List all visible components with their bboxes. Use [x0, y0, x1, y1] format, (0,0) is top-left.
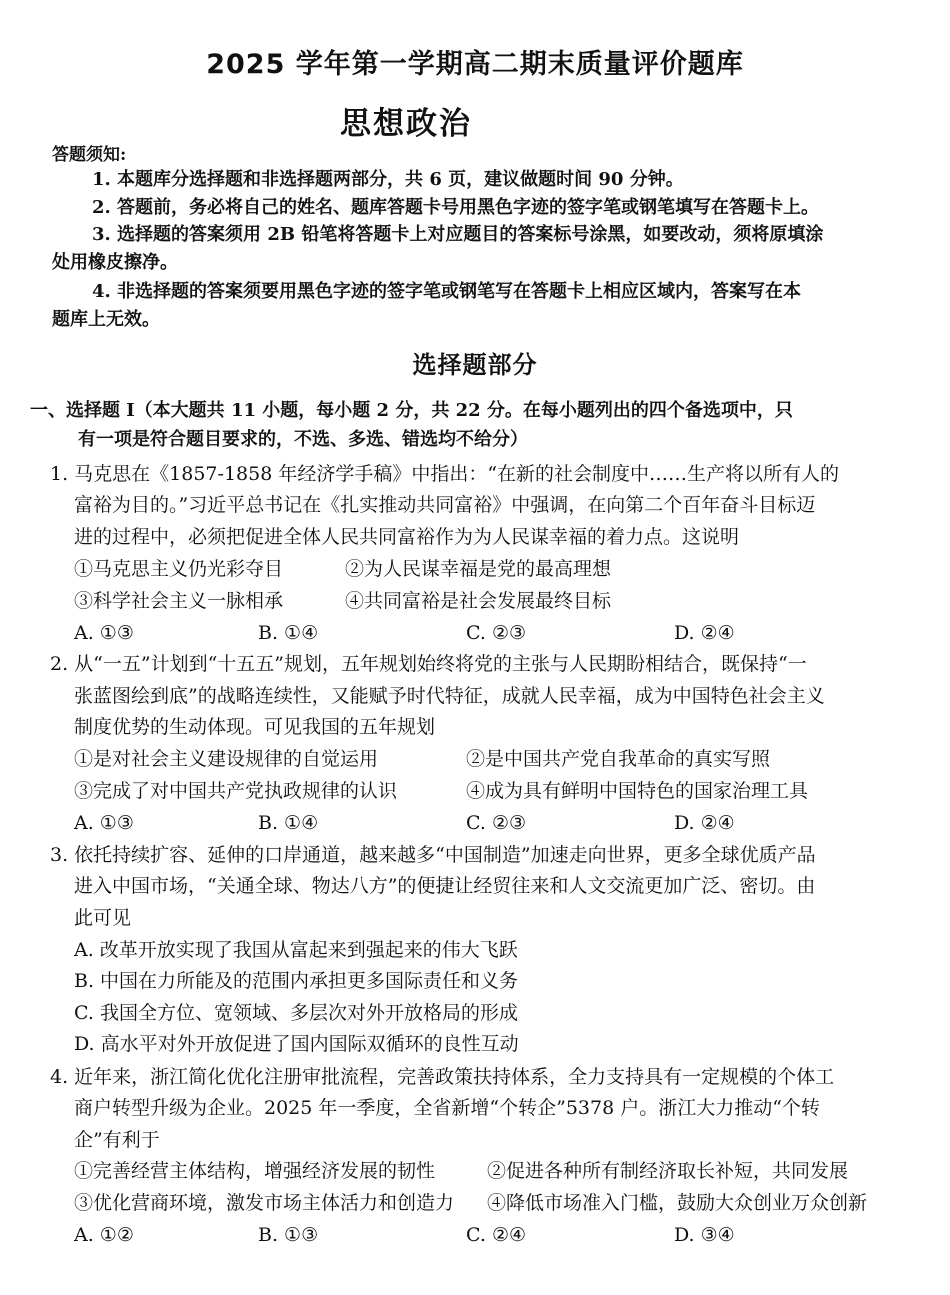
q1-line-1: 1. 马克思在《1857-1858 年经济学手稿》中指出：“在新的社会制度中……生产将以所有人的 — [50, 463, 840, 485]
q4-statement-4: ④降低市场准入门槛，鼓励大众创业万众创新 — [487, 1192, 868, 1214]
q4-option-a: A. ①② — [74, 1224, 134, 1246]
q1-line-3: 进的过程中，必须把促进全体人民共同富裕作为为人民谋幸福的着力点。这说明 — [74, 526, 740, 548]
q1-statement-2: ②为人民谋幸福是党的最高理想 — [345, 558, 612, 580]
q4-option-b: B. ①③ — [258, 1224, 319, 1246]
notice-line-3: 3. 选择题的答案须用 2B 铅笔将答题卡上对应题目的答案标号涂黑，如要改动，须将原填涂 — [92, 224, 824, 245]
q3-line-1: 3. 依托持续扩容、延伸的口岸通道，越来越多“中国制造”加速走向世界，更多全球优质产品 — [50, 844, 816, 866]
exam-title: 2025 学年第一学期高二期末质量评价题库 — [206, 49, 744, 80]
q1-statement-4: ④共同富裕是社会发展最终目标 — [345, 590, 612, 612]
q3-option-b: B. 中国在力所能及的范围内承担更多国际责任和义务 — [74, 970, 519, 992]
q4-line-3: 企”有利于 — [74, 1129, 160, 1151]
part-instruction-1: 一、选择题 Ⅰ（本大题共 11 小题，每小题 2 分，共 22 分。在每小题列出的四个备选项中，只 — [30, 400, 793, 421]
q2-option-b: B. ①④ — [258, 812, 319, 834]
q3-option-c: C. 我国全方位、宽领域、多层次对外开放格局的形成 — [74, 1002, 518, 1024]
part-instruction-2: 有一项是符合题目要求的，不选、多选、错选均不给分） — [78, 429, 528, 450]
q2-option-a: A. ①③ — [74, 812, 134, 834]
q1-statement-3: ③科学社会主义一脉相承 — [74, 590, 284, 612]
q3-option-a: A. 改革开放实现了我国从富起来到强起来的伟大飞跃 — [74, 939, 518, 961]
q1-option-c: C. ②③ — [466, 622, 527, 644]
q1-option-a: A. ①③ — [74, 622, 134, 644]
notice-line-4b: 题库上无效。 — [52, 309, 160, 330]
q3-line-2: 进入中国市场，“关通全球、物达八方”的便捷让经贸往来和人文交流更加广泛、密切。由 — [74, 875, 816, 897]
q3-option-d: D. 高水平对外开放促进了国内国际双循环的良性互动 — [74, 1033, 519, 1055]
notice-heading: 答题须知: — [52, 145, 127, 165]
q3-line-3: 此可见 — [74, 907, 132, 929]
q1-option-d: D. ②④ — [674, 622, 735, 644]
q2-option-c: C. ②③ — [466, 812, 527, 834]
subject-title: 思想政治 — [340, 106, 472, 142]
q4-option-d: D. ③④ — [674, 1224, 735, 1246]
q4-statement-1: ①完善经营主体结构，增强经济发展的韧性 — [74, 1160, 436, 1182]
q4-option-c: C. ②④ — [466, 1224, 527, 1246]
q2-statement-2: ②是中国共产党自我革命的真实写照 — [466, 748, 771, 770]
notice-line-4: 4. 非选择题的答案须要用黑色字迹的签字笔或钢笔写在答题卡上相应区域内，答案写在本 — [92, 281, 802, 302]
q4-line-1: 4. 近年来，浙江简化优化注册审批流程，完善政策扶持体系，全力支持具有一定规模的个体工 — [50, 1066, 835, 1088]
q2-statement-1: ①是对社会主义建设规律的自觉运用 — [74, 748, 379, 770]
q1-line-2: 富裕为目的。”习近平总书记在《扎实推动共同富裕》中强调，在向第二个百年奋斗目标迈 — [74, 494, 816, 516]
q2-statement-4: ④成为具有鲜明中国特色的国家治理工具 — [466, 780, 809, 802]
q4-statement-3: ③优化营商环境，激发市场主体活力和创造力 — [74, 1192, 455, 1214]
q2-statement-3: ③完成了对中国共产党执政规律的认识 — [74, 780, 398, 802]
q1-statement-1: ①马克思主义仍光彩夺目 — [74, 558, 284, 580]
q2-line-3: 制度优势的生动体现。可见我国的五年规划 — [74, 716, 436, 738]
notice-line-2: 2. 答题前，务必将自己的姓名、题库答题卡号用黑色字迹的签字笔或钢笔填写在答题卡上。 — [92, 197, 820, 218]
q4-statement-2: ②促进各种所有制经济取长补短，共同发展 — [487, 1160, 849, 1182]
q2-line-2: 张蓝图绘到底”的战略连续性，又能赋予时代特征，成就人民幸福，成为中国特色社会主义 — [74, 685, 825, 707]
q2-option-d: D. ②④ — [674, 812, 735, 834]
notice-line-3b: 处用橡皮擦净。 — [52, 252, 178, 273]
q4-line-2: 商户转型升级为企业。2025 年一季度，全省新增“个转企”5378 户。浙江大力推动“个转 — [74, 1097, 820, 1119]
notice-line-1: 1. 本题库分选择题和非选择题两部分，共 6 页，建议做题时间 90 分钟。 — [92, 169, 684, 190]
section-title: 选择题部分 — [412, 351, 538, 379]
q1-option-b: B. ①④ — [258, 622, 319, 644]
q2-line-1: 2. 从“一五”计划到“十五五”规划，五年规划始终将党的主张与人民期盼相结合，既保持“一 — [50, 653, 807, 675]
